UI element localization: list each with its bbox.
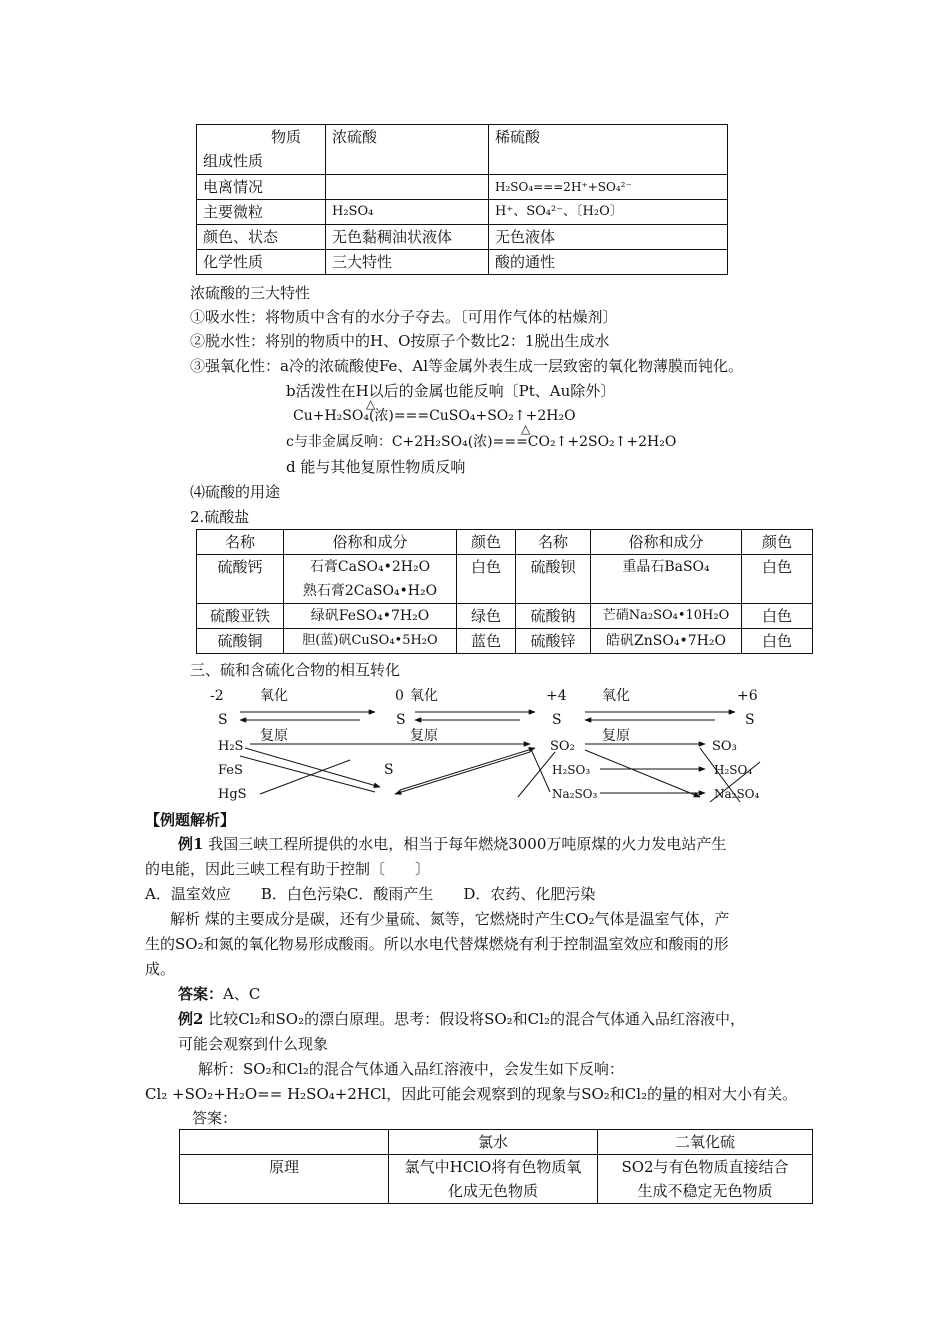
table-cell: 芒硝Na₂SO₄•10H₂O [591, 604, 742, 629]
example-1-analysis-3: 成。 [145, 960, 176, 978]
row-label: 化学性质 [197, 250, 326, 275]
chlorine-cell [389, 1155, 598, 1204]
sulfuric-acid-table [196, 124, 728, 275]
example-2-line-1 [178, 1009, 745, 1029]
table-cell: 皓矾ZnSO₄•7H₂O [591, 629, 742, 654]
answer-label: 答案： [178, 985, 224, 1003]
sulfate-title: 2.硫酸盐 [190, 508, 250, 526]
table-cell: 白色 [457, 555, 516, 604]
header-cell: 名称 [516, 530, 591, 555]
example-2-answer-label: 答案： [192, 1109, 238, 1127]
s-label: S [745, 712, 755, 728]
minus2-species: FeS [218, 763, 243, 778]
col-concentrated: 浓硫酸 [326, 125, 489, 175]
example-2-line-2: 可能会观察到什么现象 [178, 1035, 329, 1053]
row-conc: H₂SO₄ [326, 200, 489, 225]
property-3: ③强氧化性：a冷的浓硫酸使Fe、Al等金属外表生成一层致密的氧化物薄膜而钝化。 [190, 357, 744, 375]
reduction-label: 复原 [410, 728, 438, 744]
equation-1: Cu+H₂SO₄(浓)===CuSO₄+SO₂↑+2H₂O [293, 408, 576, 424]
header-cell [180, 1130, 389, 1155]
valence-label: +4 [546, 688, 567, 704]
s-label: S [396, 712, 406, 728]
header-cell: 俗称和成分 [284, 530, 457, 555]
row-dil: H₂SO₄===2H⁺+SO₄²⁻ [489, 175, 728, 200]
plus6-species: H₂SO₄ [714, 763, 753, 777]
oxidation-label: 氧化 [602, 688, 630, 704]
uses: ⑷硫酸的用途 [190, 483, 281, 501]
oxidation-label: 氧化 [410, 688, 438, 704]
table-cell: 绿矾FeSO₄•7H₂O [284, 604, 457, 629]
table-cell: 白色 [742, 604, 813, 629]
valence-label: +6 [737, 688, 758, 704]
reduction-label: 复原 [602, 728, 630, 744]
so2-s-arrow [395, 752, 530, 794]
example-2-analysis-2: Cl₂ +SO₂+H₂O== H₂SO₄+2HCl，因此可能会观察到的现象与SO₂和Cl₂的量的相对大小有关。 [145, 1085, 798, 1103]
s-so2-arrow [400, 748, 535, 790]
cell-line: 石膏CaSO₄•2H₂O [309, 559, 431, 575]
header-cell: 颜色 [457, 530, 516, 555]
so2-na2so4-arrow [585, 750, 700, 797]
valence-label: 0 [395, 688, 404, 704]
plus6-species: SO₃ [712, 739, 737, 754]
answer-value: A、C [223, 985, 261, 1003]
row-label: 颜色、状态 [197, 225, 326, 250]
reduction-label: 复原 [260, 728, 288, 744]
header-cell [197, 125, 326, 175]
plus4-species: Na₂SO₃ [552, 787, 598, 801]
h2s-s-arrow [245, 748, 380, 787]
valence-label: -2 [210, 688, 224, 704]
example-1-text: 我国三峡工程所提供的水电，相当于每年燃烧3000万吨原煤的火力发电站产生 [203, 835, 727, 853]
plus4-species: SO₂ [550, 739, 575, 754]
s-label: S [218, 712, 228, 728]
header-cell: 名称 [197, 530, 284, 555]
cell-line: 熟石膏2CaSO₄•H₂O [302, 583, 438, 599]
examples-heading: 【例题解析】 [145, 811, 236, 829]
example-1-line-2: 的电能，因此三峡工程有助于控制〔 〕 [145, 860, 431, 878]
table-cell: 硫酸钙 [197, 555, 284, 604]
property-3d: d 能与其他复原性物质反响 [286, 458, 466, 476]
row-dil: 无色液体 [489, 225, 728, 250]
heat-symbol: △ [521, 422, 531, 436]
example-2-text: 比较Cl₂和SO₂的漂白原理。思考：假设将SO₂和Cl₂的混合气体通入品红溶液中， [203, 1010, 745, 1028]
oxidation-label: 氧化 [260, 688, 288, 704]
header-cell: 二氧化硫 [598, 1130, 813, 1155]
table-cell: 硫酸钡 [516, 555, 591, 604]
so2-cell [598, 1155, 813, 1204]
minus2-species: H₂S [218, 739, 244, 754]
header-bottom: 组成性质 [203, 152, 264, 170]
cell-line: 氯气中HClO将有色物质氧 [404, 1158, 582, 1176]
table-cell: 硫酸锌 [516, 629, 591, 654]
property-2: ②脱水性：将别的物质中的H、O按原子个数比2：1脱出生成水 [190, 332, 610, 350]
row-label: 原理 [180, 1155, 389, 1204]
heat-symbol: △ [366, 397, 376, 411]
s-label: S [552, 712, 562, 728]
example-1-analysis-1: 解析 煤的主要成分是碳，还有少量硫、氮等，它燃烧时产生CO₂气体是温室气体，产 [170, 910, 730, 928]
example-1-label: 例1 [178, 835, 204, 853]
property-3c: c与非金属反响：C+2H₂SO₄(浓)===CO₂↑+2SO₂↑+2H₂O [286, 434, 677, 450]
row-label: 电离情况 [197, 175, 326, 200]
property-3b: b活泼性在H以后的金属也能反响〔Pt、Au除外〕 [286, 382, 616, 400]
table-cell: 胆(蓝)矾CuSO₄•5H₂O [284, 629, 457, 654]
header-cell: 俗称和成分 [591, 530, 742, 555]
row-conc [326, 175, 489, 200]
header-cell: 氯水 [389, 1130, 598, 1155]
plus4-species: H₂SO₃ [552, 763, 591, 777]
row-dil: H⁺、SO₄²⁻、〔H₂O〕 [489, 200, 728, 225]
row-label: 主要微粒 [197, 200, 326, 225]
header-top: 物质 [270, 128, 301, 146]
col-dilute: 稀硫酸 [489, 125, 728, 175]
table-cell: 硫酸钠 [516, 604, 591, 629]
property-1: ①吸水性：将物质中含有的水分子夺去。〔可用作气体的枯燥剂〕 [190, 308, 618, 326]
table-cell [284, 555, 457, 604]
row-dil: 酸的通性 [489, 250, 728, 275]
example-1-options: A．温室效应 B．白色污染C．酸雨产生 D．农药、化肥污染 [145, 885, 596, 903]
example-1-analysis-2: 生的SO₂和氮的氧化物易形成酸雨。所以水电代替煤燃烧有利于控制温室效应和酸雨的形 [145, 935, 729, 953]
example-2-label: 例2 [178, 1010, 204, 1028]
row-conc: 三大特性 [326, 250, 489, 275]
cell-line: 化成无色物质 [447, 1182, 538, 1200]
properties-title: 浓硫酸的三大特性 [190, 284, 311, 302]
table-cell: 硫酸铜 [197, 629, 284, 654]
cell-line: 生成不稳定无色物质 [637, 1182, 773, 1200]
minus2-species: HgS [218, 787, 247, 802]
table-cell: 绿色 [457, 604, 516, 629]
zero-species: S [384, 762, 394, 778]
cell-line: SO2与有色物质直接结合 [621, 1158, 789, 1176]
table-cell: 重晶石BaSO₄ [591, 555, 742, 604]
example-1-line-1 [178, 834, 726, 854]
section-3-title: 三、硫和含硫化合物的相互转化 [190, 661, 401, 679]
table-cell: 白色 [742, 555, 813, 604]
sulfur-conversion-diagram [200, 682, 800, 812]
example-1-answer [178, 984, 260, 1004]
bleaching-table [179, 1129, 813, 1204]
plus6-species: Na₂SO₄ [714, 787, 760, 801]
table-cell: 白色 [742, 629, 813, 654]
row-conc: 无色黏稠油状液体 [326, 225, 489, 250]
table-cell: 硫酸亚铁 [197, 604, 284, 629]
sulfate-table [196, 529, 813, 654]
header-cell: 颜色 [742, 530, 813, 555]
cross-line [240, 756, 375, 792]
example-2-analysis-1: 解析：SO₂和Cl₂的混合气体通入品红溶液中，会发生如下反响： [198, 1060, 624, 1078]
table-cell: 蓝色 [457, 629, 516, 654]
